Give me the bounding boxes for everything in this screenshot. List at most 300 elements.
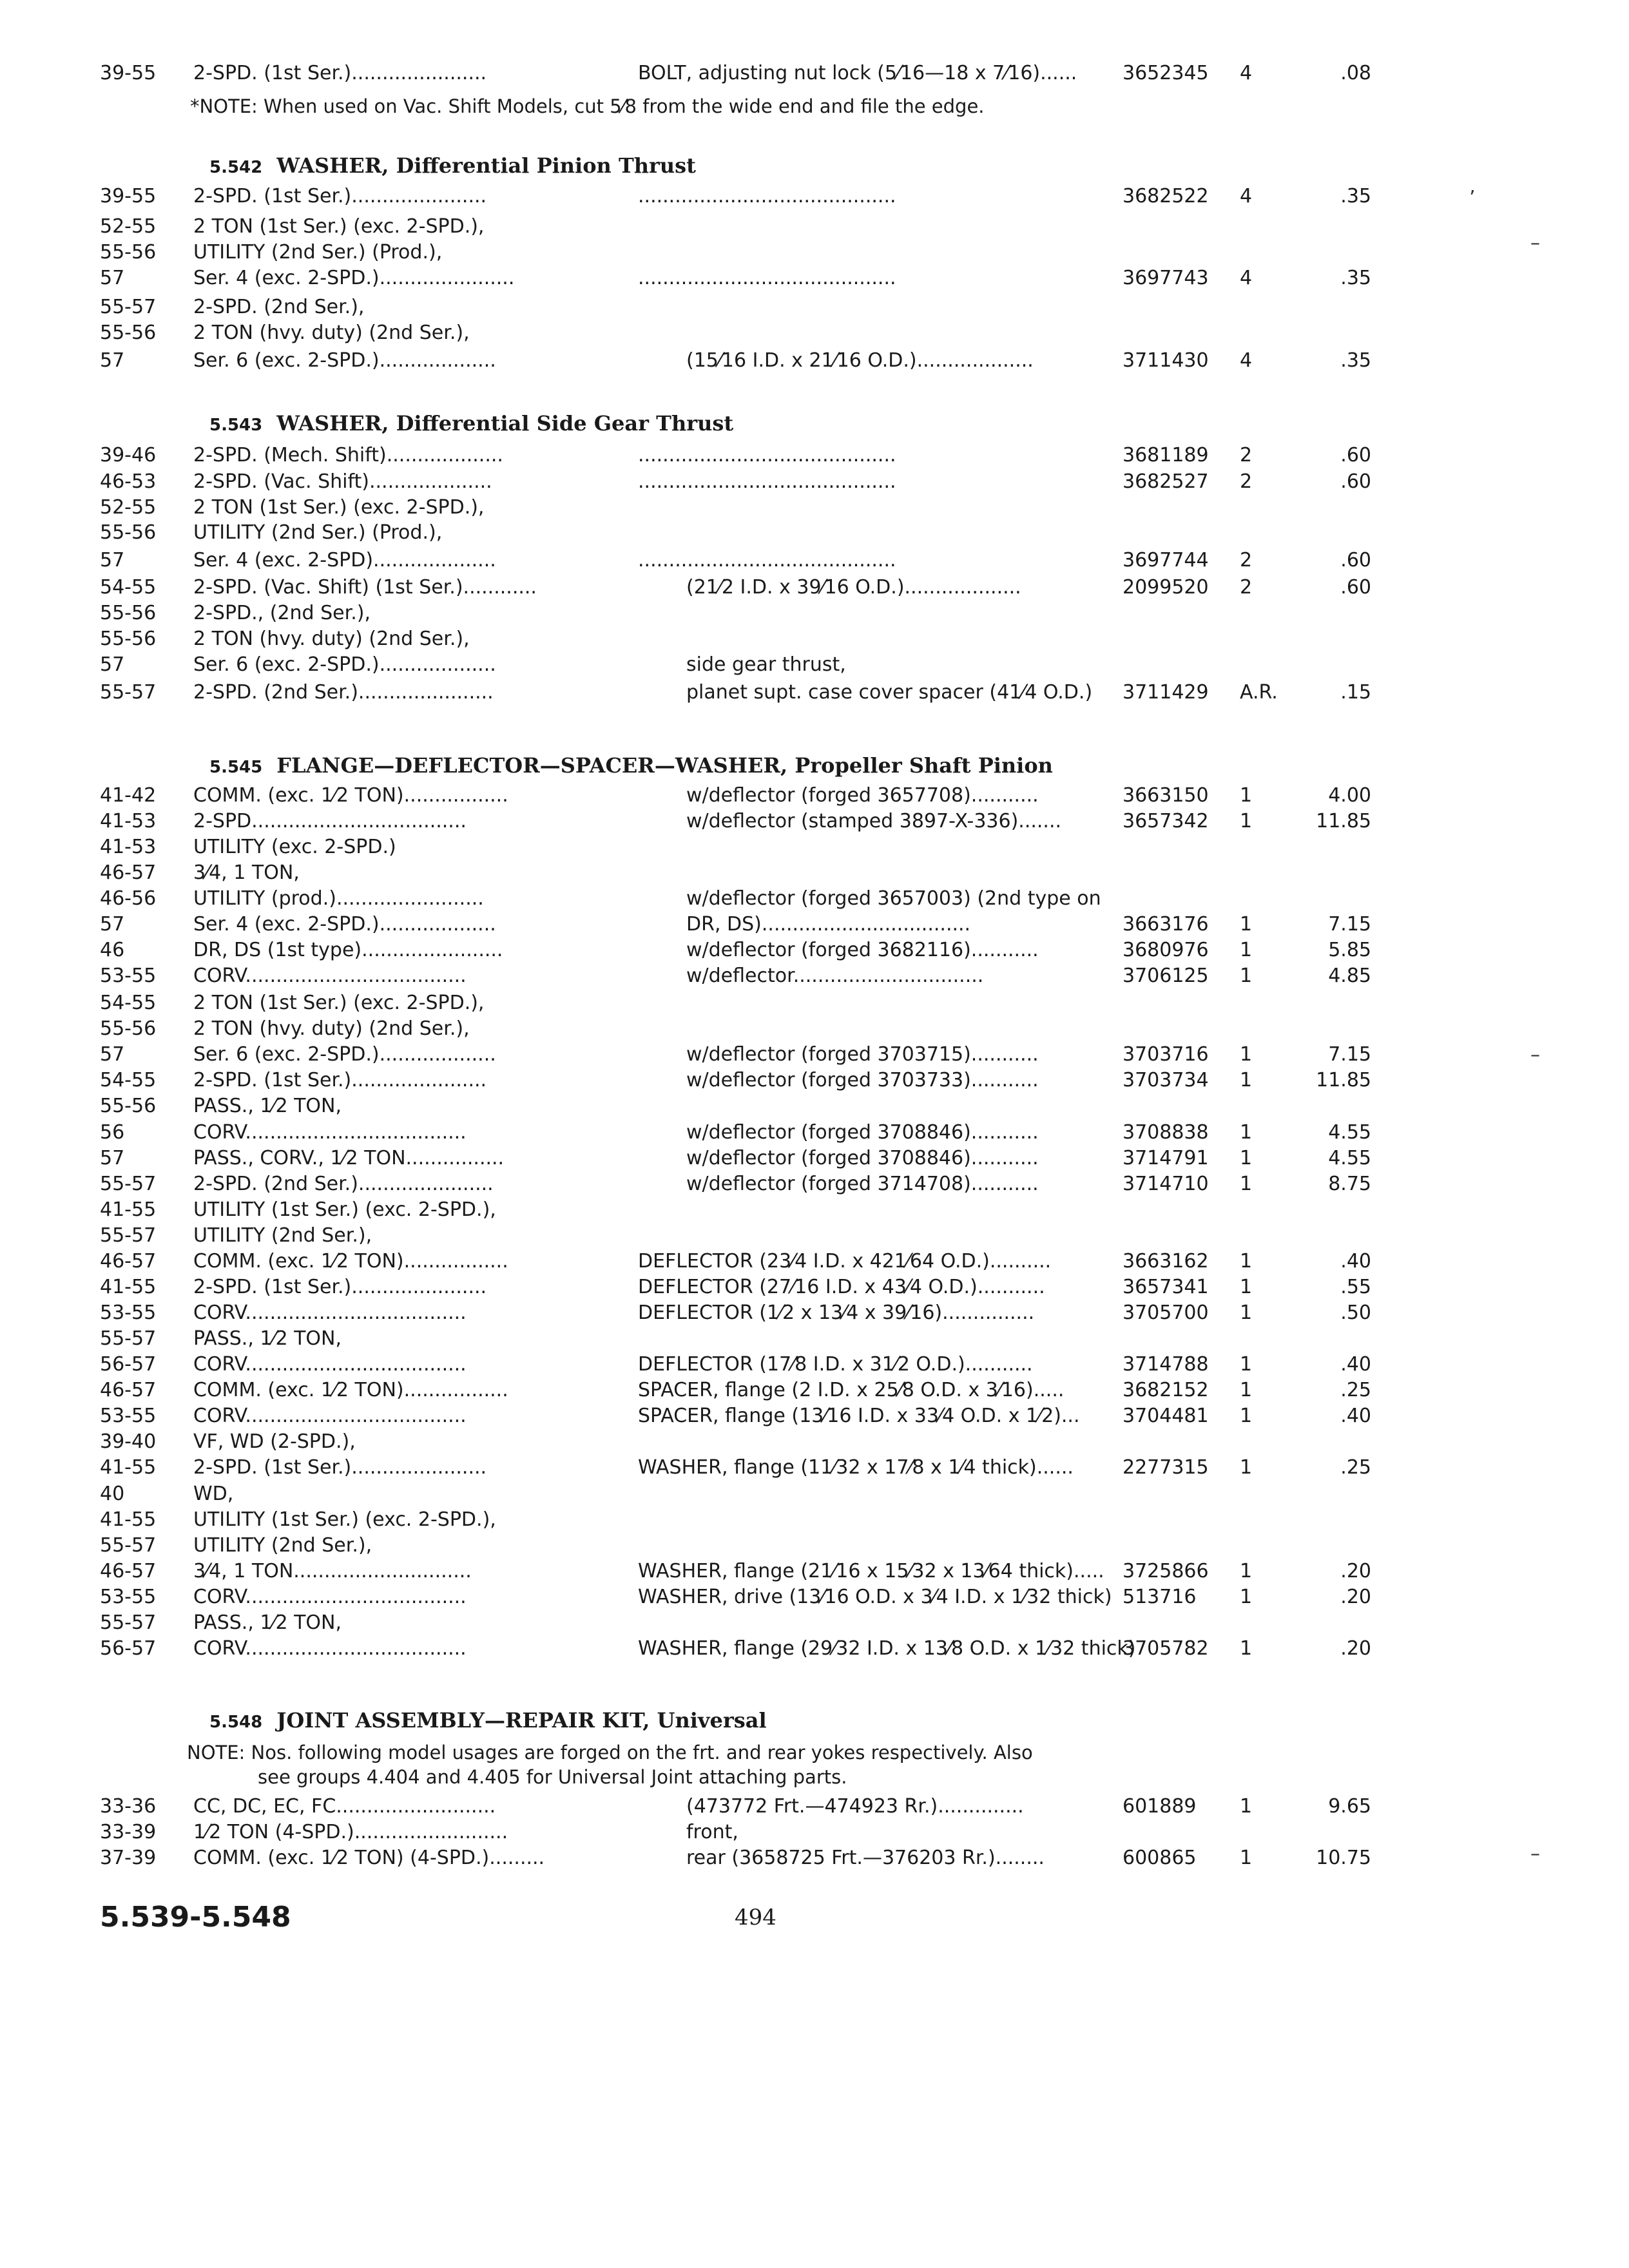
model-usage: 2 TON (hvy. duty) (2nd Ser.), — [193, 1017, 470, 1040]
part-number: 2099520 — [1123, 576, 1209, 599]
quantity: 2 — [1240, 576, 1253, 599]
year-range: 56-57 — [100, 1637, 157, 1660]
part-description: WASHER, flange (21⁄16 x 15⁄32 x 13⁄64 thick)..... — [638, 1560, 1104, 1582]
part-description: planet supt. case cover spacer (41⁄4 O.D.) — [686, 681, 1093, 704]
part-description: w/deflector............................... — [686, 965, 984, 987]
part-description: w/deflector (forged 3657003) (2nd type on — [686, 887, 1101, 910]
model-usage: 2 TON (hvy. duty) (2nd Ser.), — [193, 628, 470, 650]
table-row — [0, 1015, 1629, 1043]
model-usage: Ser. 4 (exc. 2-SPD).................... — [193, 549, 496, 572]
model-usage: 2-SPD. (2nd Ser.)...................... — [193, 1173, 494, 1195]
table-row — [0, 182, 1629, 211]
list-price: .08 — [1340, 62, 1371, 84]
table-row — [0, 1299, 1629, 1327]
model-usage: CORV.................................... — [193, 1637, 467, 1660]
year-range: 55-57 — [100, 1327, 157, 1350]
part-number: 3697743 — [1123, 267, 1209, 289]
table-row — [0, 1041, 1629, 1069]
quantity: 1 — [1240, 1637, 1253, 1660]
part-number: 513716 — [1123, 1586, 1197, 1608]
year-range: 55-56 — [100, 602, 157, 624]
quantity: 4 — [1240, 185, 1253, 207]
section-number: 5.543 — [209, 416, 263, 435]
model-usage: 2-SPD. (2nd Ser.), — [193, 296, 365, 318]
year-range: 54-55 — [100, 576, 157, 599]
table-row — [0, 264, 1629, 293]
section-title — [209, 149, 696, 182]
year-range: 55-57 — [100, 1534, 157, 1557]
model-usage: PASS., 1⁄2 TON, — [193, 1327, 342, 1350]
quantity: 2 — [1240, 549, 1253, 572]
list-price: 4.85 — [1328, 965, 1371, 987]
table-row — [0, 1222, 1629, 1250]
model-usage: DR, DS (1st type)....................... — [193, 939, 503, 961]
table-row — [0, 885, 1629, 913]
year-range: 41-53 — [100, 810, 157, 832]
part-description: DEFLECTOR (17⁄8 I.D. x 31⁄2 O.D.)........... — [638, 1353, 1033, 1376]
list-price: .40 — [1340, 1405, 1371, 1427]
table-row — [0, 293, 1629, 322]
year-range: 57 — [100, 1147, 125, 1169]
table-row — [0, 910, 1629, 939]
model-usage: 2 TON (hvy. duty) (2nd Ser.), — [193, 322, 470, 344]
model-usage: 2 TON (1st Ser.) (exc. 2-SPD.), — [193, 496, 485, 519]
part-description: rear (3658725 Frt.—376203 Rr.)........ — [686, 1847, 1045, 1869]
year-range: 33-39 — [100, 1821, 157, 1843]
part-description: w/deflector (stamped 3897-X-336)....... — [686, 810, 1062, 832]
table-row — [0, 1402, 1629, 1430]
table-row — [0, 1247, 1629, 1276]
table-row — [0, 1792, 1629, 1821]
model-usage: 2 TON (1st Ser.) (exc. 2-SPD.), — [193, 215, 485, 238]
quantity: 1 — [1240, 965, 1253, 987]
model-usage: 2-SPD. (Mech. Shift)................... — [193, 444, 503, 466]
table-row — [0, 651, 1629, 679]
table-row — [0, 678, 1629, 707]
list-price: .20 — [1340, 1637, 1371, 1660]
part-description: .......................................... — [638, 444, 896, 466]
table-row — [0, 441, 1629, 470]
part-number: 601889 — [1123, 1795, 1197, 1818]
part-description: BOLT, adjusting nut lock (5⁄16—18 x 7⁄16)...... — [638, 62, 1077, 84]
model-usage: 2-SPD. (Vac. Shift) (1st Ser.)............ — [193, 576, 537, 599]
part-description: DEFLECTOR (1⁄2 x 13⁄4 x 39⁄16)............... — [638, 1302, 1035, 1324]
part-description: front, — [686, 1821, 738, 1843]
year-range: 55-57 — [100, 1224, 157, 1247]
list-price: .20 — [1340, 1560, 1371, 1582]
year-range: 39-40 — [100, 1430, 157, 1453]
quantity: 1 — [1240, 1560, 1253, 1582]
year-range: 46-57 — [100, 1379, 157, 1401]
part-number: 3680976 — [1123, 939, 1209, 961]
part-description: w/deflector (forged 3708846)........... — [686, 1121, 1039, 1144]
list-price: 11.85 — [1316, 810, 1371, 832]
model-usage: UTILITY (1st Ser.) (exc. 2-SPD.), — [193, 1198, 496, 1221]
section-number: 5.548 — [209, 1713, 263, 1732]
year-range: 46-57 — [100, 1250, 157, 1273]
year-range: 55-56 — [100, 521, 157, 544]
table-row — [0, 782, 1629, 810]
year-range: 41-55 — [100, 1456, 157, 1479]
year-range: 57 — [100, 1043, 125, 1066]
model-usage: 2-SPD................................... — [193, 810, 467, 832]
part-number: 600865 — [1123, 1847, 1197, 1869]
part-description: (473772 Frt.—474923 Rr.).............. — [686, 1795, 1024, 1818]
table-row — [0, 1144, 1629, 1173]
part-number: 3711430 — [1123, 349, 1209, 372]
list-price: 9.65 — [1328, 1795, 1371, 1818]
quantity: 1 — [1240, 1379, 1253, 1401]
table-row — [0, 347, 1629, 375]
model-usage: CORV.................................... — [193, 1121, 467, 1144]
table-row — [0, 962, 1629, 990]
part-number: 3725866 — [1123, 1560, 1209, 1582]
model-usage: CORV.................................... — [193, 965, 467, 987]
table-row — [0, 1635, 1629, 1663]
model-usage: PASS., CORV., 1⁄2 TON................ — [193, 1147, 505, 1169]
model-usage: Ser. 4 (exc. 2-SPD.)...................... — [193, 267, 515, 289]
model-usage: 2-SPD. (1st Ser.)...................... — [193, 185, 487, 207]
model-usage: 2 TON (1st Ser.) (exc. 2-SPD.), — [193, 992, 485, 1014]
part-number: 3703716 — [1123, 1043, 1209, 1066]
table-row — [0, 807, 1629, 836]
list-price: 7.15 — [1328, 1043, 1371, 1066]
section-number: 5.545 — [209, 758, 263, 777]
table-row — [0, 213, 1629, 241]
part-number: 3681189 — [1123, 444, 1209, 466]
year-range: 57 — [100, 913, 125, 936]
year-range: 33-36 — [100, 1795, 157, 1818]
year-range: 54-55 — [100, 992, 157, 1014]
list-price: .35 — [1340, 267, 1371, 289]
year-range: 52-55 — [100, 496, 157, 519]
margin-mark: – — [1530, 1044, 1540, 1066]
table-row — [0, 1844, 1629, 1872]
model-usage: Ser. 6 (exc. 2-SPD.)................... — [193, 1043, 496, 1066]
part-number: 3657342 — [1123, 810, 1209, 832]
table-row — [0, 859, 1629, 887]
page-number: 494 — [735, 1905, 776, 1930]
quantity: 1 — [1240, 1405, 1253, 1427]
part-number: 3706125 — [1123, 965, 1209, 987]
model-usage: PASS., 1⁄2 TON, — [193, 1611, 342, 1634]
year-range: 57 — [100, 653, 125, 676]
section-title — [209, 749, 1053, 782]
year-range: 46-57 — [100, 861, 157, 884]
part-description: SPACER, flange (2 I.D. x 25⁄8 O.D. x 3⁄16)..... — [638, 1379, 1065, 1401]
part-number: 3714710 — [1123, 1173, 1209, 1195]
part-number: 3663162 — [1123, 1250, 1209, 1273]
table-row — [0, 1428, 1629, 1456]
year-range: 57 — [100, 267, 125, 289]
part-description: WASHER, flange (11⁄32 x 17⁄8 x 1⁄4 thick)...... — [638, 1456, 1074, 1479]
model-usage: WD, — [193, 1483, 234, 1505]
part-description: (15⁄16 I.D. x 21⁄16 O.D.)................... — [686, 349, 1034, 372]
model-usage: UTILITY (exc. 2-SPD.) — [193, 836, 396, 858]
quantity: 1 — [1240, 1795, 1253, 1818]
list-price: .25 — [1340, 1379, 1371, 1401]
section-title — [209, 407, 733, 439]
list-price: .35 — [1340, 185, 1371, 207]
part-description: WASHER, flange (29⁄32 I.D. x 13⁄8 O.D. x 1⁄32 thick) — [638, 1637, 1136, 1660]
table-row — [0, 1480, 1629, 1508]
part-description: .......................................... — [638, 267, 896, 289]
year-range: 41-55 — [100, 1508, 157, 1531]
year-range: 55-57 — [100, 681, 157, 704]
model-usage: 2-SPD. (1st Ser.)...................... — [193, 1456, 487, 1479]
model-usage: 2-SPD. (Vac. Shift).................... — [193, 470, 492, 493]
model-usage: UTILITY (2nd Ser.) (Prod.), — [193, 521, 443, 544]
quantity: 1 — [1240, 1069, 1253, 1091]
quantity: 1 — [1240, 1043, 1253, 1066]
model-usage: UTILITY (1st Ser.) (exc. 2-SPD.), — [193, 1508, 496, 1531]
table-row — [0, 1818, 1629, 1847]
table-row — [0, 989, 1629, 1017]
part-number: 3697744 — [1123, 549, 1209, 572]
model-usage: UTILITY (prod.)........................ — [193, 887, 484, 910]
year-range: 46-56 — [100, 887, 157, 910]
quantity: 4 — [1240, 62, 1253, 84]
year-range: 55-56 — [100, 1095, 157, 1117]
table-row — [0, 1325, 1629, 1353]
model-usage: 3⁄4, 1 TON............................. — [193, 1560, 472, 1582]
year-range: 40 — [100, 1483, 125, 1505]
table-row — [0, 238, 1629, 267]
model-usage: 1⁄2 TON (4-SPD.)......................... — [193, 1821, 508, 1843]
quantity: 1 — [1240, 1173, 1253, 1195]
part-number: 3682527 — [1123, 470, 1209, 493]
model-usage: COMM. (exc. 1⁄2 TON)................. — [193, 784, 508, 807]
table-row — [0, 1583, 1629, 1611]
year-range: 53-55 — [100, 1586, 157, 1608]
year-range: 41-42 — [100, 784, 157, 807]
list-price: .35 — [1340, 349, 1371, 372]
table-row — [0, 1557, 1629, 1586]
year-range: 41-53 — [100, 836, 157, 858]
list-price: .50 — [1340, 1302, 1371, 1324]
quantity: 1 — [1240, 913, 1253, 936]
table-row — [0, 1376, 1629, 1405]
year-range: 52-55 — [100, 215, 157, 238]
quantity: 1 — [1240, 1353, 1253, 1376]
part-description: DR, DS).................................. — [686, 913, 971, 936]
part-number: 3703734 — [1123, 1069, 1209, 1091]
part-description: w/deflector (forged 3657708)........... — [686, 784, 1039, 807]
year-range: 55-57 — [100, 1611, 157, 1634]
part-description: w/deflector (forged 3682116)........... — [686, 939, 1039, 961]
model-usage: COMM. (exc. 1⁄2 TON) (4-SPD.)......... — [193, 1847, 545, 1869]
year-range: 57 — [100, 349, 125, 372]
model-usage: CORV.................................... — [193, 1586, 467, 1608]
part-number: 3708838 — [1123, 1121, 1209, 1144]
section-name: FLANGE—DEFLECTOR—SPACER—WASHER, Propeller Shaft Pinion — [276, 753, 1053, 778]
model-usage: 2-SPD. (1st Ser.)...................... — [193, 1069, 487, 1091]
year-range: 39-46 — [100, 444, 157, 466]
model-usage: Ser. 6 (exc. 2-SPD.)................... — [193, 349, 496, 372]
quantity: 1 — [1240, 1121, 1253, 1144]
part-number: 3704481 — [1123, 1405, 1209, 1427]
list-price: .40 — [1340, 1250, 1371, 1273]
table-row — [0, 59, 1629, 88]
part-description: WASHER, drive (13⁄16 O.D. x 3⁄4 I.D. x 1⁄32 thick) — [638, 1586, 1112, 1608]
margin-mark: – — [1530, 1843, 1540, 1865]
model-usage: 2-SPD. (2nd Ser.)...................... — [193, 681, 494, 704]
year-range: 46-57 — [100, 1560, 157, 1582]
table-row — [0, 833, 1629, 861]
year-range: 39-55 — [100, 62, 157, 84]
section-number: 5.542 — [209, 158, 263, 177]
year-range: 55-56 — [100, 628, 157, 650]
model-usage: Ser. 4 (exc. 2-SPD.)................... — [193, 913, 496, 936]
part-number: 3705700 — [1123, 1302, 1209, 1324]
model-usage: CC, DC, EC, FC.......................... — [193, 1795, 496, 1818]
part-number: 3657341 — [1123, 1276, 1209, 1298]
part-description: w/deflector (forged 3703715)........... — [686, 1043, 1039, 1066]
part-number: 3652345 — [1123, 62, 1209, 84]
section-name: JOINT ASSEMBLY—REPAIR KIT, Universal — [276, 1708, 767, 1733]
quantity: 1 — [1240, 1586, 1253, 1608]
model-usage: 2-SPD., (2nd Ser.), — [193, 602, 371, 624]
list-price: .20 — [1340, 1586, 1371, 1608]
model-usage: CORV.................................... — [193, 1302, 467, 1324]
year-range: 46-53 — [100, 470, 157, 493]
part-number: 3663176 — [1123, 913, 1209, 936]
quantity: 1 — [1240, 810, 1253, 832]
part-description: w/deflector (forged 3714708)........... — [686, 1173, 1039, 1195]
table-row — [0, 1119, 1629, 1147]
table-row — [0, 546, 1629, 575]
list-price: 4.55 — [1328, 1147, 1371, 1169]
year-range: 56 — [100, 1121, 125, 1144]
quantity: 1 — [1240, 939, 1253, 961]
list-price: 8.75 — [1328, 1173, 1371, 1195]
part-number: 2277315 — [1123, 1456, 1209, 1479]
table-row — [0, 599, 1629, 628]
list-price: 5.85 — [1328, 939, 1371, 961]
model-usage: 3⁄4, 1 TON, — [193, 861, 300, 884]
list-price: 4.00 — [1328, 784, 1371, 807]
year-range: 53-55 — [100, 1302, 157, 1324]
margin-mark: – — [1530, 232, 1540, 255]
part-description: w/deflector (forged 3703733)........... — [686, 1069, 1039, 1091]
year-range: 56-57 — [100, 1353, 157, 1376]
part-number: 3682522 — [1123, 185, 1209, 207]
table-row — [0, 468, 1629, 496]
year-range: 39-55 — [100, 185, 157, 207]
year-range: 55-56 — [100, 241, 157, 264]
model-usage: 2-SPD. (1st Ser.)...................... — [193, 62, 487, 84]
table-row — [0, 1092, 1629, 1120]
list-price: .40 — [1340, 1353, 1371, 1376]
table-row — [0, 1170, 1629, 1198]
table-row — [0, 519, 1629, 547]
table-row — [0, 1609, 1629, 1637]
year-range: 41-55 — [100, 1276, 157, 1298]
quantity: 4 — [1240, 349, 1253, 372]
part-description: DEFLECTOR (27⁄16 I.D. x 43⁄4 O.D.)........... — [638, 1276, 1045, 1298]
year-range: 37-39 — [100, 1847, 157, 1869]
section-range: 5.539-5.548 — [100, 1901, 291, 1934]
quantity: 1 — [1240, 1847, 1253, 1869]
year-range: 55-57 — [100, 1173, 157, 1195]
year-range: 53-55 — [100, 965, 157, 987]
model-usage: CORV.................................... — [193, 1353, 467, 1376]
quantity: 1 — [1240, 1147, 1253, 1169]
year-range: 57 — [100, 549, 125, 572]
list-price: 7.15 — [1328, 913, 1371, 936]
list-price: .60 — [1340, 444, 1371, 466]
quantity: 1 — [1240, 1456, 1253, 1479]
part-number: 3663150 — [1123, 784, 1209, 807]
part-description: SPACER, flange (13⁄16 I.D. x 33⁄4 O.D. x 1⁄2)... — [638, 1405, 1080, 1427]
model-usage: UTILITY (2nd Ser.), — [193, 1224, 372, 1247]
part-description: .......................................... — [638, 185, 896, 207]
part-number: 3714791 — [1123, 1147, 1209, 1169]
quantity: 1 — [1240, 1250, 1253, 1273]
margin-mark: ʼ — [1469, 187, 1476, 209]
list-price: .60 — [1340, 470, 1371, 493]
list-price: 10.75 — [1316, 1847, 1371, 1869]
part-description: side gear thrust, — [686, 653, 846, 676]
table-row — [0, 936, 1629, 965]
part-description: (21⁄2 I.D. x 39⁄16 O.D.)................... — [686, 576, 1021, 599]
note-text: NOTE: Nos. following model usages are forged on the frt. and rear yokes respectively. Also — [187, 1742, 1033, 1763]
quantity: A.R. — [1240, 681, 1278, 704]
list-price: 4.55 — [1328, 1121, 1371, 1144]
quantity: 2 — [1240, 470, 1253, 493]
table-row — [0, 1454, 1629, 1482]
part-number: 3705782 — [1123, 1637, 1209, 1660]
part-number: 3714788 — [1123, 1353, 1209, 1376]
year-range: 55-57 — [100, 296, 157, 318]
list-price: .55 — [1340, 1276, 1371, 1298]
year-range: 46 — [100, 939, 125, 961]
quantity: 4 — [1240, 267, 1253, 289]
model-usage: Ser. 6 (exc. 2-SPD.)................... — [193, 653, 496, 676]
part-number: 3682152 — [1123, 1379, 1209, 1401]
table-row — [0, 573, 1629, 602]
model-usage: UTILITY (2nd Ser.) (Prod.), — [193, 241, 443, 264]
part-description: DEFLECTOR (23⁄4 I.D. x 421⁄64 O.D.).......... — [638, 1250, 1052, 1273]
table-row — [0, 625, 1629, 653]
list-price: .25 — [1340, 1456, 1371, 1479]
model-usage: CORV.................................... — [193, 1405, 467, 1427]
table-row — [0, 1196, 1629, 1224]
quantity: 2 — [1240, 444, 1253, 466]
model-usage: 2-SPD. (1st Ser.)...................... — [193, 1276, 487, 1298]
note-text: see groups 4.404 and 4.405 for Universal Joint attaching parts. — [258, 1766, 847, 1788]
year-range: 54-55 — [100, 1069, 157, 1091]
section-title — [209, 1704, 767, 1736]
model-usage: COMM. (exc. 1⁄2 TON)................. — [193, 1379, 508, 1401]
part-number: 3711429 — [1123, 681, 1209, 704]
model-usage: COMM. (exc. 1⁄2 TON)................. — [193, 1250, 508, 1273]
quantity: 1 — [1240, 1276, 1253, 1298]
part-description: w/deflector (forged 3708846)........... — [686, 1147, 1039, 1169]
model-usage: UTILITY (2nd Ser.), — [193, 1534, 372, 1557]
list-price: .60 — [1340, 576, 1371, 599]
model-usage: VF, WD (2-SPD.), — [193, 1430, 356, 1453]
part-description: .......................................... — [638, 470, 896, 493]
table-row — [0, 319, 1629, 347]
year-range: 55-56 — [100, 1017, 157, 1040]
section-name: WASHER, Differential Pinion Thrust — [276, 153, 696, 178]
list-price: .15 — [1340, 681, 1371, 704]
section-name: WASHER, Differential Side Gear Thrust — [276, 411, 734, 436]
year-range: 55-56 — [100, 322, 157, 344]
list-price: 11.85 — [1316, 1069, 1371, 1091]
quantity: 1 — [1240, 784, 1253, 807]
